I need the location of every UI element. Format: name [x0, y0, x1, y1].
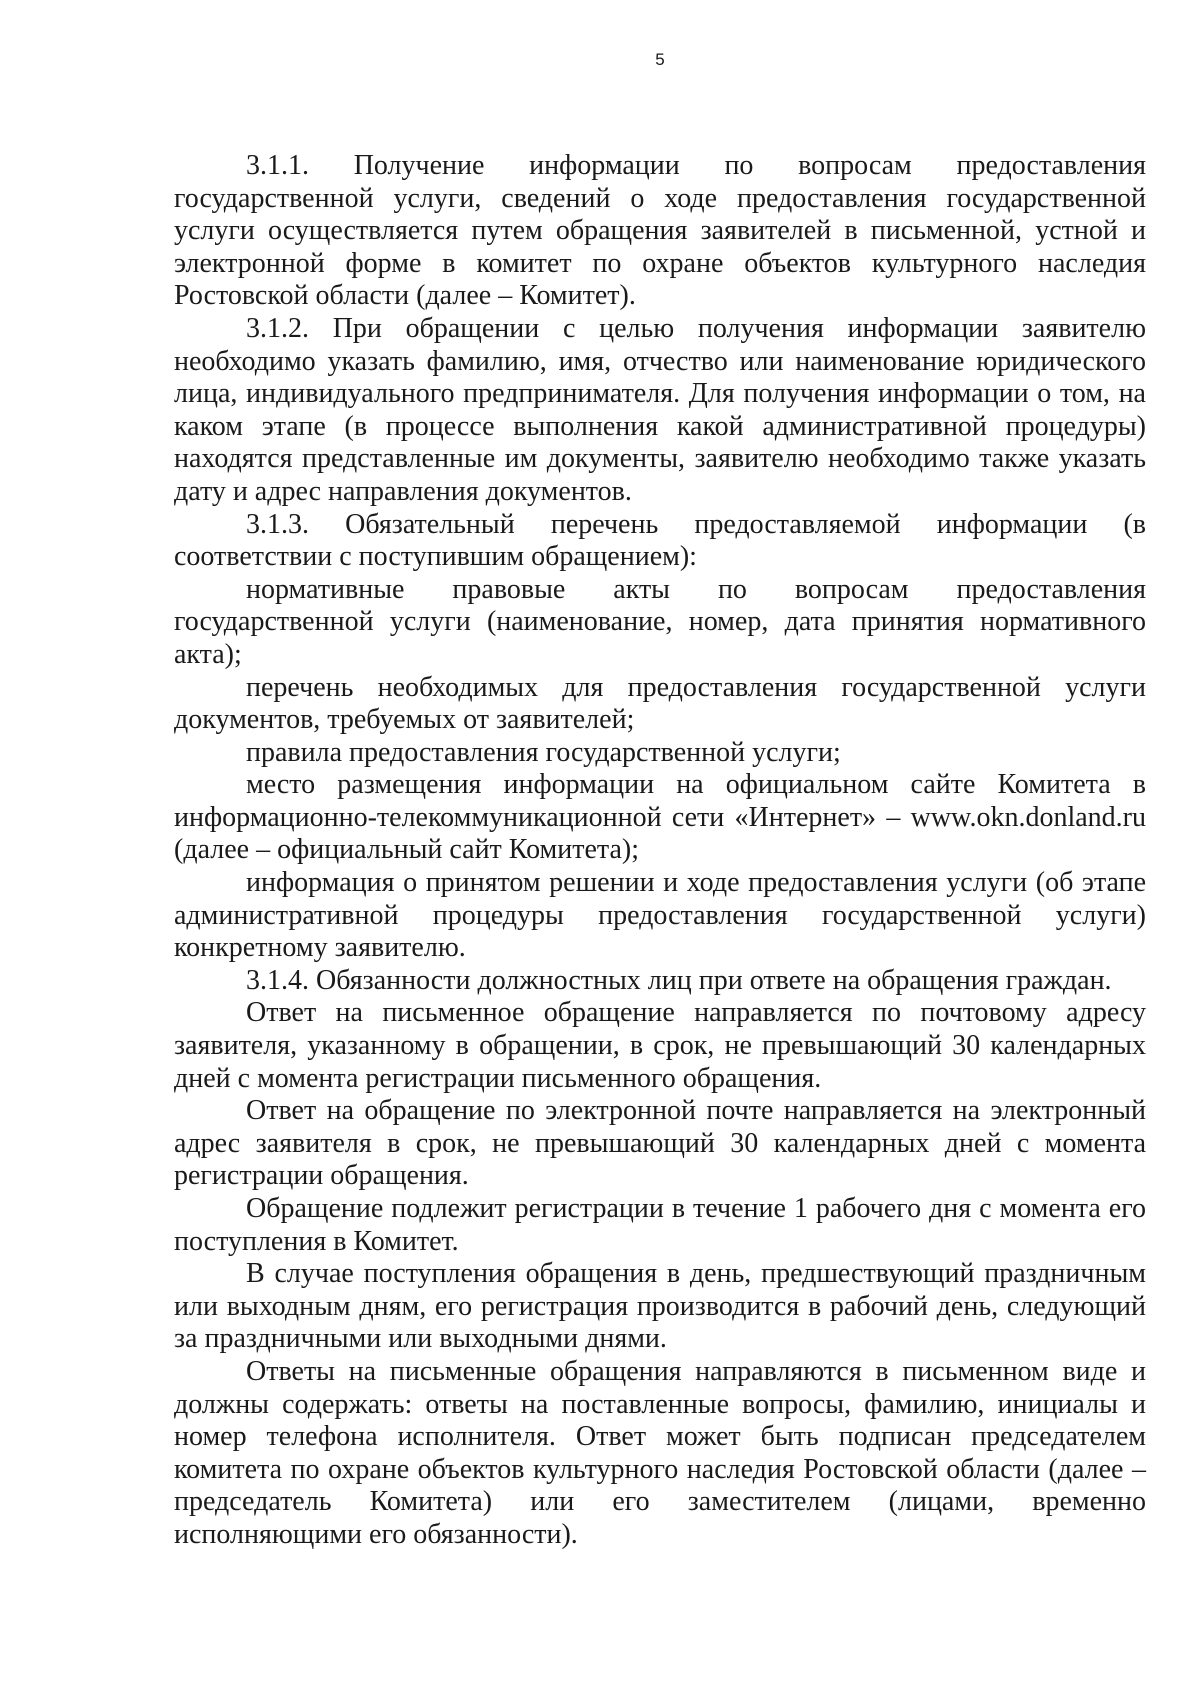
paragraph-reply-content: Ответы на письменные обращения направляются в письменном виде и должны содержать: ответы на поставленные вопросы, фамилию, инициалы и номер телефона исполнителя. Ответ может быть подписан председателем комитета по охране объектов культурного наследия Ростовской области (далее – председатель Комитета) или его заместителем (лицами, временно исполняющими его обязанности). — [174, 1355, 1146, 1550]
paragraph-3-1-3: 3.1.3. Обязательный перечень предоставляемой информации (в соответствии с поступившим обращением): — [174, 508, 1146, 573]
paragraph-written-reply: Ответ на письменное обращение направляется по почтовому адресу заявителя, указанному в обращении, в срок, не превышающий 30 календарных дней с момента регистрации письменного обращения. — [174, 997, 1146, 1094]
list-item-normative-acts: нормативные правовые акты по вопросам предоставления государственной услуги (наименование, номер, дата принятия нормативного акта); — [174, 573, 1146, 670]
paragraph-3-1-2: 3.1.2. При обращении с целью получения информации заявителю необходимо указать фамилию, имя, отчество или наименование юридического лица, индивидуального предпринимателя. Для получения информации о том, на каком этапе (в процессе выполнения какой административной процедуры) находятся представленные им документы, заявителю необходимо также указать дату и адрес направления документов. — [174, 312, 1146, 507]
paragraph-email-reply: Ответ на обращение по электронной почте направляется на электронный адрес заявителя в срок, не превышающий 30 календарных дней с момента регистрации обращения. — [174, 1095, 1146, 1192]
list-item-documents: перечень необходимых для предоставления государственной услуги документов, требуемых от заявителей; — [174, 671, 1146, 736]
paragraph-3-1-1: 3.1.1. Получение информации по вопросам предоставления государственной услуги, сведений о ходе предоставления государственной услуги осуществляется путем обращения заявителей в письменной, устной и электронной форме в комитет по охране объектов культурного наследия Ростовской области (далее – Комитет). — [174, 150, 1146, 312]
paragraph-registration: Обращение подлежит регистрации в течение 1 рабочего дня с момента его поступления в Комитет. — [174, 1193, 1146, 1257]
paragraph-3-1-4: 3.1.4. Обязанности должностных лиц при ответе на обращения граждан. — [246, 964, 1112, 996]
paragraph-holiday-registration: В случае поступления обращения в день, предшествующий праздничным или выходным дням, его регистрация производится в рабочий день, следующий за праздничными или выходными днями. — [174, 1258, 1146, 1355]
page-number: 5 — [655, 50, 665, 69]
list-item-decision-info: информация о принятом решении и ходе предоставления услуги (об этапе административной процедуры предоставления государственной услуги) конкретному заявителю. — [174, 867, 1146, 964]
list-item-rules: правила предоставления государственной услуги; — [246, 736, 841, 768]
list-item-website: место размещения информации на официальном сайте Комитета в информационно-телекоммуникационной сети «Интернет» – www.okn.donland.ru (далее – официальный сайт Комитета); — [174, 769, 1146, 866]
document-body — [174, 150, 1146, 1552]
